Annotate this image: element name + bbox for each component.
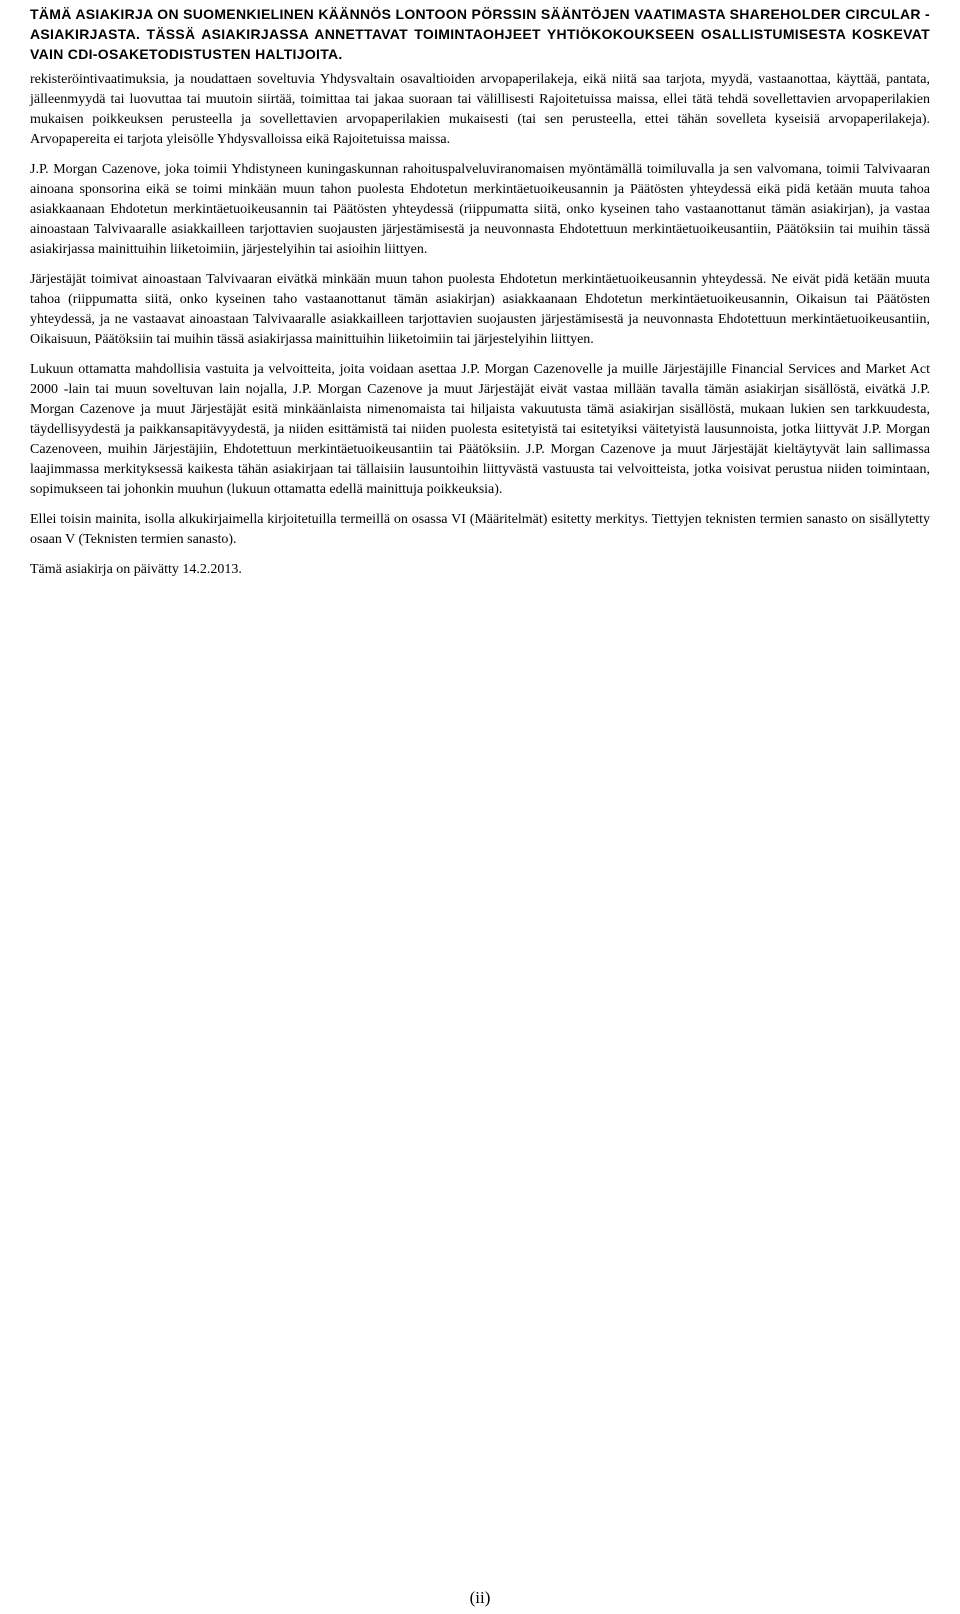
page-number: (ii) — [469, 1588, 491, 1607]
paragraph-definitions: Ellei toisin mainita, isolla alkukirjaimella kirjoitetuilla termeillä on osassa VI (Määritelmät) esitetty merkitys. Tiettyjen teknisten termien sanasto on sisällytetty osaan V (Teknisten termien sanasto). — [30, 512, 930, 547]
paragraph-document-date: Tämä asiakirja on päivätty 14.2.2013. — [30, 562, 242, 577]
translation-notice-heading: TÄMÄ ASIAKIRJA ON SUOMENKIELINEN KÄÄNNÖS LONTOON PÖRSSIN SÄÄNTÖJEN VAATIMASTA SHAREHOLDER CIRCULAR -ASIAKIRJASTA. TÄSSÄ ASIAKIRJASSA ANNETTAVAT TOIMINTAOHJEET YHTIÖKOKOUKSEEN OSALLISTUMISESTA KOSKEVAT VAIN CDI-OSAKETODISTUSTEN HALTIJOITA. — [30, 6, 930, 62]
paragraph-arrangers: Järjestäjät toimivat ainoastaan Talvivaaran eivätkä minkään muun tahon puolesta Ehdotetun merkintäetuoikeusannin yhteydessä. Ne eivät pidä ketään muuta tahoa (riippumatta siitä, onko kyseinen taho vastaanottanut tämän asiakirjan) asiakkaanaan Ehdotetun merkintäetuoikeusannin, Oikaisun tai Päätösten yhteydessä, ja ne vastaavat ainoastaan Talvivaaralle asiakkailleen tarjottavien suojausten järjestämisestä ja neuvonnasta Ehdotettuun merkintäetuoikeusantiin, Oikaisuun, Päätöksiin tai muihin tässä asiakirjassa mainittuihin liiketoimiin tai järjestelyihin liittyen. — [30, 272, 930, 347]
document-page — [30, 0, 930, 590]
paragraph-securities-restrictions: rekisteröintivaatimuksia, ja noudattaen soveltuvia Yhdysvaltain osavaltioiden arvopaperilakeja, eikä niitä saa tarjota, myydä, vastaanottaa, käyttää, pantata, jälleenmyydä tai luovuttaa tai muutoin siirtää, toimittaa tai jakaa suoraan tai välillisesti Rajoitetuissa maissa, ellei tätä tehdä sovellettavien arvopaperilakien mukaisen poikkeuksen perusteella ja sovellettavien arvopaperilakien mukaisesti (tai sen perusteella, ettei tähän sovelleta kyseisiä arvopaperilakeja). Arvopapereita ei tarjota yleisölle Yhdysvalloissa eikä Rajoitetuissa maissa. — [30, 72, 930, 147]
paragraph-liability-disclaimer: Lukuun ottamatta mahdollisia vastuita ja velvoitteita, joita voidaan asettaa J.P. Morgan Cazenovelle ja muille Järjestäjille Financial Services and Market Act 2000 -lain tai muun soveltuvan lain nojalla, J.P. Morgan Cazenove ja muut Järjestäjät eivät vastaa millään tavalla tämän asiakirjan sisällöstä, eivätkä J.P. Morgan Cazenove ja muut Järjestäjät esitä minkäänlaista nimenomaista tai hiljaista vakuutusta tämä asiakirjan sisällöstä, mukaan lukien sen tarkkuudesta, täydellisyydestä ja paikkansapitävyydestä, ja niiden esittämistä tai niiden puolesta esitetyistä tai esitetyiksi väitetyistä lausunnoista, jotka liittyvät J.P. Morgan Cazenoveen, muihin Järjestäjiin, Ehdotettuun merkintäetuoikeusantiin tai Päätöksiin. J.P. Morgan Cazenove ja muut Järjestäjät kieltäytyvät lain sallimassa laajimmassa merkityksessä kaikesta tähän asiakirjaan tai tällaisiin lausuntoihin liittyvästä vastuusta tai velvoitteista, jotka voisivat perustua niiden toimintaan, sopimukseen tai johonkin muuhun (lukuun ottamatta edellä mainittuja poikkeuksia). — [30, 362, 930, 497]
paragraph-jp-morgan-sponsor: J.P. Morgan Cazenove, joka toimii Yhdistyneen kuningaskunnan rahoituspalveluviranomaisen myöntämällä toimiluvalla ja sen valvomana, toimii Talvivaaran ainoana sponsorina eikä se toimi minkään muun tahon puolesta Ehdotetun merkintäetuoikeusannin ja Päätösten yhteydessä eikä pidä ketään muuta tahoa asiakkaanaan Ehdotetun merkintäetuoikeusannin tai Päätösten yhteydessä (riippumatta siitä, onko kyseinen taho vastaanottanut tämän asiakirjan), ja vastaa ainoastaan Talvivaaralle asiakkailleen tarjottavien suojausten järjestämisestä ja neuvonnasta Ehdotettuun merkintäetuoikeusantiin, Päätöksiin tai muihin tässä asiakirjassa mainittuihin liiketoimiin, järjestelyihin tai asioihin liittyen. — [30, 162, 930, 257]
